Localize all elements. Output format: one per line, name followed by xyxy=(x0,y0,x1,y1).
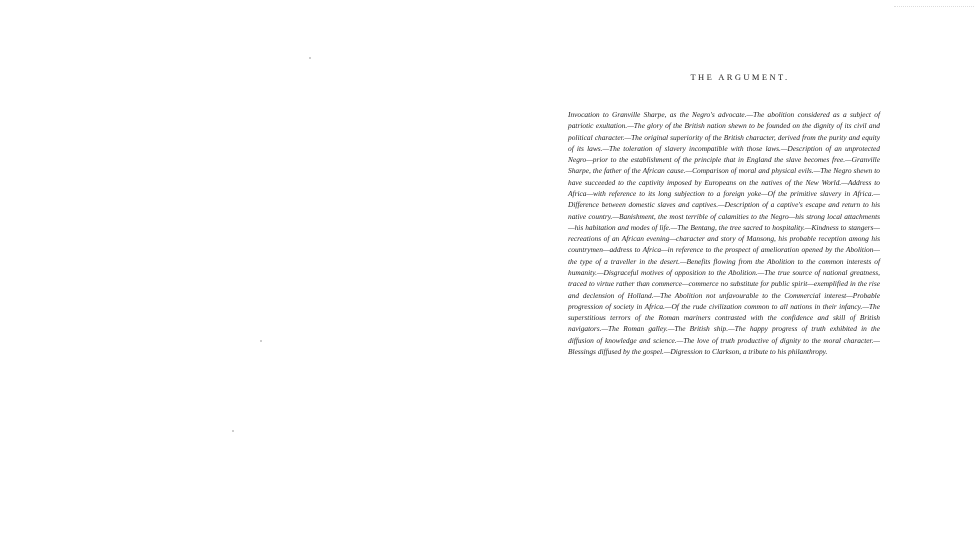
scan-edge-artifact xyxy=(894,0,974,7)
argument-text: Invocation to Granville Sharpe, as the Negro's advocate.—The abolition considered as a subject of patriotic exultation.—The glory of the British nation shewn to be founded on the dignity of its civil and political character.—The original superiority of the British character, derived from the purity and equity of its laws.—The toleration of slavery incompatible with those laws.—Description of an unprotected Negro—prior to the establishment of the principle that in England the slave becomes free.—Granville Sharpe, the father of the African cause.—Comparison of moral and physical evils.—The Negro shewn to have succeeded to the captivity imposed by Europeans on the natives of the New World.—Address to Africa—with reference to its long subjection to a foreign yoke—Of the primitive slavery in Africa.—Difference between domestic slaves and captives.—Description of a captive's escape and return to his native country.—Banishment, the most terrible of calamities to the Negro—his strong local attachments—his habitation and modes of life.—The Bentang, the tree sacred to hospitality.—Kindness to stangers—recreations of an African evening—character and story of Mansong, his probable reception among his countrymen—address to Africa—in reference to the prospect of amelioration opened by the Abolition—the type of a traveller in the desert.—Benefits flowing from the Abolition to the common interests of humanity.—Disgraceful motives of opposition to the Abolition.—The true source of national greatness, traced to virtue rather than commerce—commerce no substitute for public spirit—exemplified in the rise and declension of Holland.—The Abolition not unfavourable to the Commercial interest—Probable progression of society in Africa.—Of the rude civilization common to all nations in their infancy.—The superstitious terrors of the Roman mariners contrasted with the confidence and skill of British navigators.—The Roman galley.—The British ship.—The happy progress of truth exhibited in the diffusion of knowledge and science.—The love of truth productive of dignity to the moral character.—Blessings diffused by the gospel.—Digression to Clarkson, a tribute to his philanthropy. xyxy=(568,110,880,356)
paper-speck xyxy=(309,57,311,59)
paper-speck xyxy=(232,430,234,432)
argument-heading: THE ARGUMENT. xyxy=(690,72,790,82)
paper-speck xyxy=(260,340,262,342)
